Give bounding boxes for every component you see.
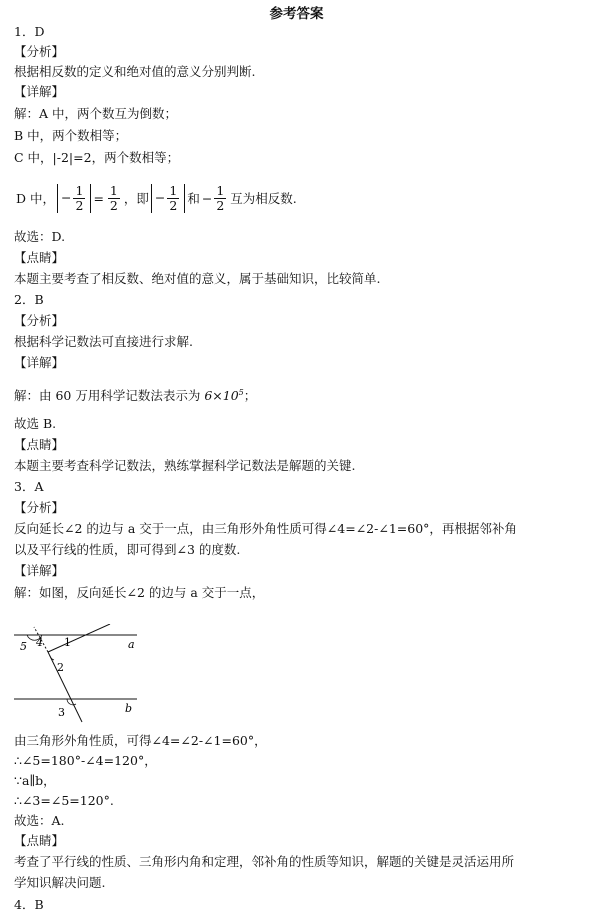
q3-analysis-line1: 反向延长∠2 的边与 a 交于一点，由三角形外角性质可得∠4=∠2-∠1=60°，再根据邻补角 [14, 521, 517, 536]
label-5: 5 [20, 640, 27, 653]
q3-choice: 故选：A. [14, 813, 65, 828]
q3-remark-line1: 考查了平行线的性质、三角形内角和定理，邻补角的性质等知识，解题的关键是灵活运用所 [14, 854, 515, 869]
q1-formula-d [14, 176, 299, 220]
q1-answer: 1．D [14, 24, 45, 39]
label-b: b [125, 702, 133, 715]
label-3: 3 [58, 706, 65, 719]
q3-step3: ∵a∥b， [14, 773, 56, 788]
q2-solution-label: 【详解】 [14, 355, 65, 370]
q1-analysis-label: 【分析】 [14, 44, 65, 59]
q2-remark: 本题主要考查科学记数法，熟练掌握科学记数法是解题的关键. [14, 458, 356, 473]
q3-solution: 解：如图，反向延长∠2 的边与 a 交于一点， [14, 585, 265, 600]
q3-step2: ∴∠5=180°-∠4=120°， [14, 753, 157, 768]
q2-answer: 2．B [14, 292, 44, 307]
q1-remark: 本题主要考查了相反数、绝对值的意义，属于基础知识，比较简单. [14, 271, 381, 286]
angle2-arc [50, 656, 54, 660]
d-ji: ，即 [123, 191, 149, 206]
q1-choice: 故选：D. [14, 229, 66, 244]
fraction-half: $\frac{1}{2}$ [216, 182, 225, 213]
q2-remark-label: 【点睛】 [14, 437, 65, 452]
q3-analysis-label: 【分析】 [14, 500, 65, 515]
geometry-figure [12, 624, 162, 724]
transversal [48, 624, 110, 652]
q1-line-a: 解：A 中，两个数互为倒数； [14, 106, 178, 121]
minus-sign: − [154, 189, 166, 205]
d-prefix: D 中， [16, 191, 55, 206]
q4-answer: 4．B [14, 897, 44, 912]
q3-answer: 3．A [14, 479, 44, 494]
q2-solution: 解：由 60 万用科学记数法表示为 $6\times 10^5$； [14, 388, 257, 404]
abs-neg-half [57, 184, 91, 213]
angle2-side [48, 652, 82, 722]
abs-neg-half [151, 184, 185, 213]
q3-analysis-line2: 以及平行线的性质，即可得到∠3 的度数. [14, 542, 241, 557]
q2-choice: 故选 B. [14, 416, 57, 431]
q2-analysis: 根据科学记数法可直接进行求解. [14, 334, 193, 349]
q1-line-c: C 中，|-2|=2，两个数相等； [14, 150, 180, 165]
fraction-half: $\frac{1}{2}$ [109, 182, 118, 213]
label-2: 2 [57, 661, 64, 674]
q1-solution-label: 【详解】 [14, 84, 65, 99]
q1-remark-label: 【点睛】 [14, 250, 65, 265]
equals-sign: = [93, 190, 104, 206]
q3-remark-label: 【点睛】 [14, 833, 65, 848]
d-suffix: 互为相反数. [230, 191, 297, 206]
q3-remark-line2: 学知识解决问题. [14, 875, 106, 890]
q3-step4: ∴∠3=∠5=120°. [14, 793, 114, 808]
q1-line-b: B 中，两个数相等； [14, 128, 128, 143]
label-4: 4 [36, 636, 43, 649]
label-a: a [128, 638, 135, 651]
fraction-half: $\frac{1}{2}$ [75, 182, 84, 213]
minus-sign: − [61, 189, 72, 205]
q3-solution-label: 【详解】 [14, 563, 65, 578]
d-he: 和 [187, 191, 200, 206]
fraction-half: $\frac{1}{2}$ [169, 182, 178, 213]
q3-step1: 由三角形外角性质，可得∠4=∠2-∠1=60°， [14, 733, 267, 748]
sci-notation: $6\times 10^5$ [204, 388, 244, 404]
q2-analysis-label: 【分析】 [14, 313, 65, 328]
q1-analysis: 根据相反数的定义和绝对值的意义分别判断. [14, 64, 256, 79]
label-1: 1 [64, 636, 71, 649]
page-title: 参考答案 [269, 6, 324, 22]
minus-sign: − [201, 190, 213, 206]
